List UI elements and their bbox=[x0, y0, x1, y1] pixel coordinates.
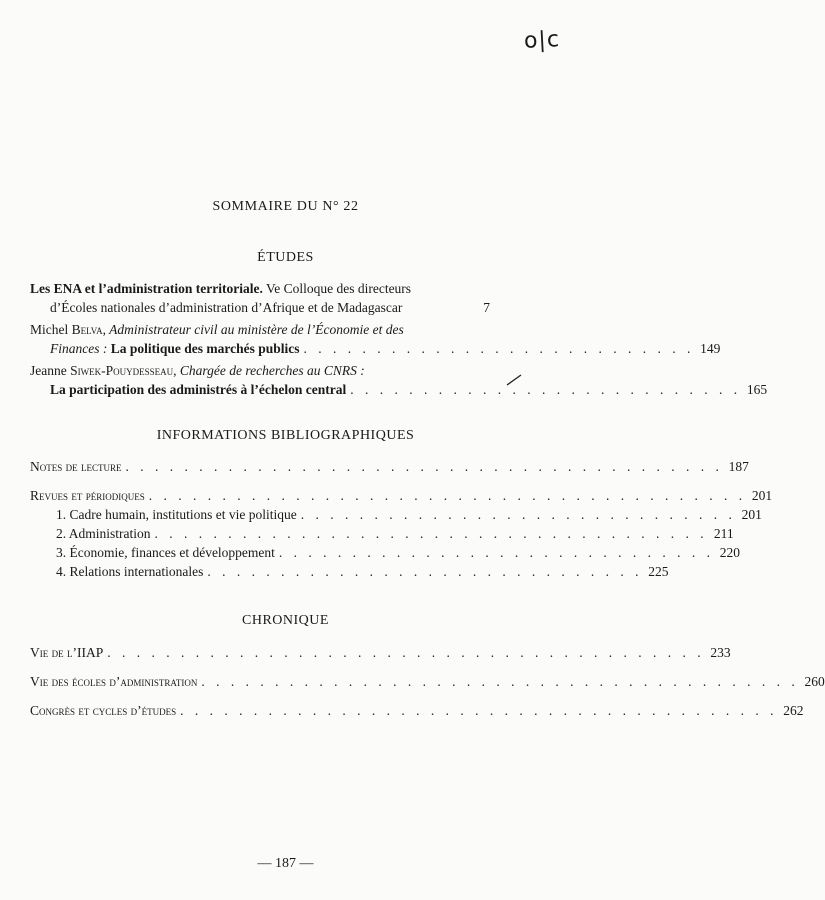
section-heading-etudes: ÉTUDES bbox=[257, 250, 314, 265]
author-last-name: Siwek-Pouydesseau, bbox=[70, 363, 177, 378]
page-title: SOMMAIRE DU N° 22 bbox=[212, 199, 359, 214]
toc-label: Revues et périodiques bbox=[30, 488, 145, 503]
etude-line bbox=[30, 381, 768, 400]
dot-leader: . . . . . . . . . . . . . . . . . . . . . . . . . . . . . . . . . . . . . . . . . bbox=[180, 703, 778, 718]
author-role: Administrateur civil au ministère de l’Économie et des bbox=[106, 322, 404, 337]
page-footer-number: — 187 — bbox=[257, 856, 314, 871]
toc-label: Notes de lecture bbox=[30, 459, 122, 474]
section-heading-chronique: CHRONIQUE bbox=[242, 613, 329, 628]
page-number: 187 bbox=[728, 459, 749, 474]
dot-leader: . . . . . . . . . . . . . . . . . . . . . . . . . . . . . . . . . . . . . . . . . bbox=[125, 459, 723, 474]
toc-row bbox=[30, 645, 731, 661]
dot-leader: . . . . . . . . . . . . . . . . . . . . . . . . . . . . . . . . . . . . . . . . . bbox=[201, 674, 799, 689]
toc-label: 4. Relations internationales bbox=[56, 564, 204, 579]
toc-label: 3. Économie, finances et développement bbox=[56, 545, 275, 560]
section-heading-informations: INFORMATIONS BIBLIOGRAPHIQUES bbox=[156, 428, 415, 443]
etude-line bbox=[30, 280, 490, 299]
toc-subrow bbox=[56, 545, 741, 561]
etude-subtitle: Ve Colloque des directeurs bbox=[262, 281, 412, 296]
page-number: 220 bbox=[719, 545, 741, 560]
etude-line bbox=[30, 340, 721, 359]
etude-line bbox=[30, 362, 490, 381]
page-number: 233 bbox=[710, 645, 731, 660]
author-first-name: Michel bbox=[30, 322, 72, 337]
toc-label: Vie des écoles d’administration bbox=[30, 674, 198, 689]
etude-entry bbox=[30, 280, 490, 317]
dot-leader: . . . . . . . . . . . . . . . . . . . . . . . . . . . bbox=[350, 381, 742, 397]
toc-subrow bbox=[56, 507, 762, 523]
etude-title: Les ENA et l’administration territoriale. bbox=[30, 281, 263, 296]
dot-leader: . . . . . . . . . . . . . . . . . . . . . . . . . . . bbox=[303, 340, 695, 356]
toc-row bbox=[30, 459, 749, 475]
toc-label: Congrès et cycles d’études bbox=[30, 703, 177, 718]
page-number: 211 bbox=[713, 526, 734, 541]
toc-subrow bbox=[56, 526, 734, 542]
etude-entry bbox=[30, 362, 768, 399]
dot-leader: . . . . . . . . . . . . . . . . . . . . . . . . . . . . . . bbox=[300, 507, 736, 522]
page-number: 165 bbox=[746, 381, 768, 397]
toc-label: 2. Administration bbox=[56, 526, 151, 541]
page-number: 260 bbox=[804, 674, 825, 689]
dot-leader: . . . . . . . . . . . . . . . . . . . . . . . . . . . . . . . . . . . . . . . . . bbox=[148, 488, 747, 503]
toc-subrow bbox=[56, 564, 669, 580]
dot-leader: . . . . . . . . . . . . . . . . . . . . . . . . . . . . . . . . . . . . . . . . . bbox=[107, 645, 705, 660]
page-number: 149 bbox=[700, 340, 721, 356]
etude-title: La politique des marchés publics bbox=[107, 340, 300, 356]
dot-leader: . . . . . . . . . . . . . . . . . . . . . . . . . . . . . . bbox=[278, 545, 715, 560]
page-number: 201 bbox=[751, 488, 773, 503]
page-number: 201 bbox=[741, 507, 762, 522]
author-last-name: Belva, bbox=[71, 322, 107, 337]
page-number: 7 bbox=[483, 299, 490, 315]
etude-entry bbox=[30, 321, 721, 358]
author-first-name: Jeanne bbox=[30, 363, 71, 378]
author-role: Chargée de recherches au CNRS : bbox=[176, 363, 365, 378]
page-number: 262 bbox=[783, 703, 804, 718]
toc-row bbox=[30, 488, 773, 504]
toc-label: Vie de l’IIAP bbox=[30, 645, 104, 660]
etude-subtitle-continued: d’Écoles nationales d’administration d’Afrique et de Madagascar bbox=[50, 299, 403, 315]
toc-label: 1. Cadre humain, institutions et vie politique bbox=[56, 507, 297, 522]
dot-leader: . . . . . . . . . . . . . . . . . . . . . . . . . . . . . . bbox=[207, 564, 643, 579]
toc-row bbox=[30, 674, 825, 690]
handwritten-annotation: o|c bbox=[523, 27, 561, 54]
author-role-continued: Finances : bbox=[50, 340, 108, 356]
dot-leader: . . . . . . . . . . . . . . . . . . . . . . . . . . . . . . . . . . . . . . bbox=[154, 526, 708, 541]
etude-line bbox=[30, 299, 490, 318]
etude-title: La participation des administrés à l’échelon central bbox=[50, 381, 347, 397]
etude-line bbox=[30, 321, 490, 340]
page-number: 225 bbox=[648, 564, 669, 579]
toc-row bbox=[30, 703, 804, 719]
